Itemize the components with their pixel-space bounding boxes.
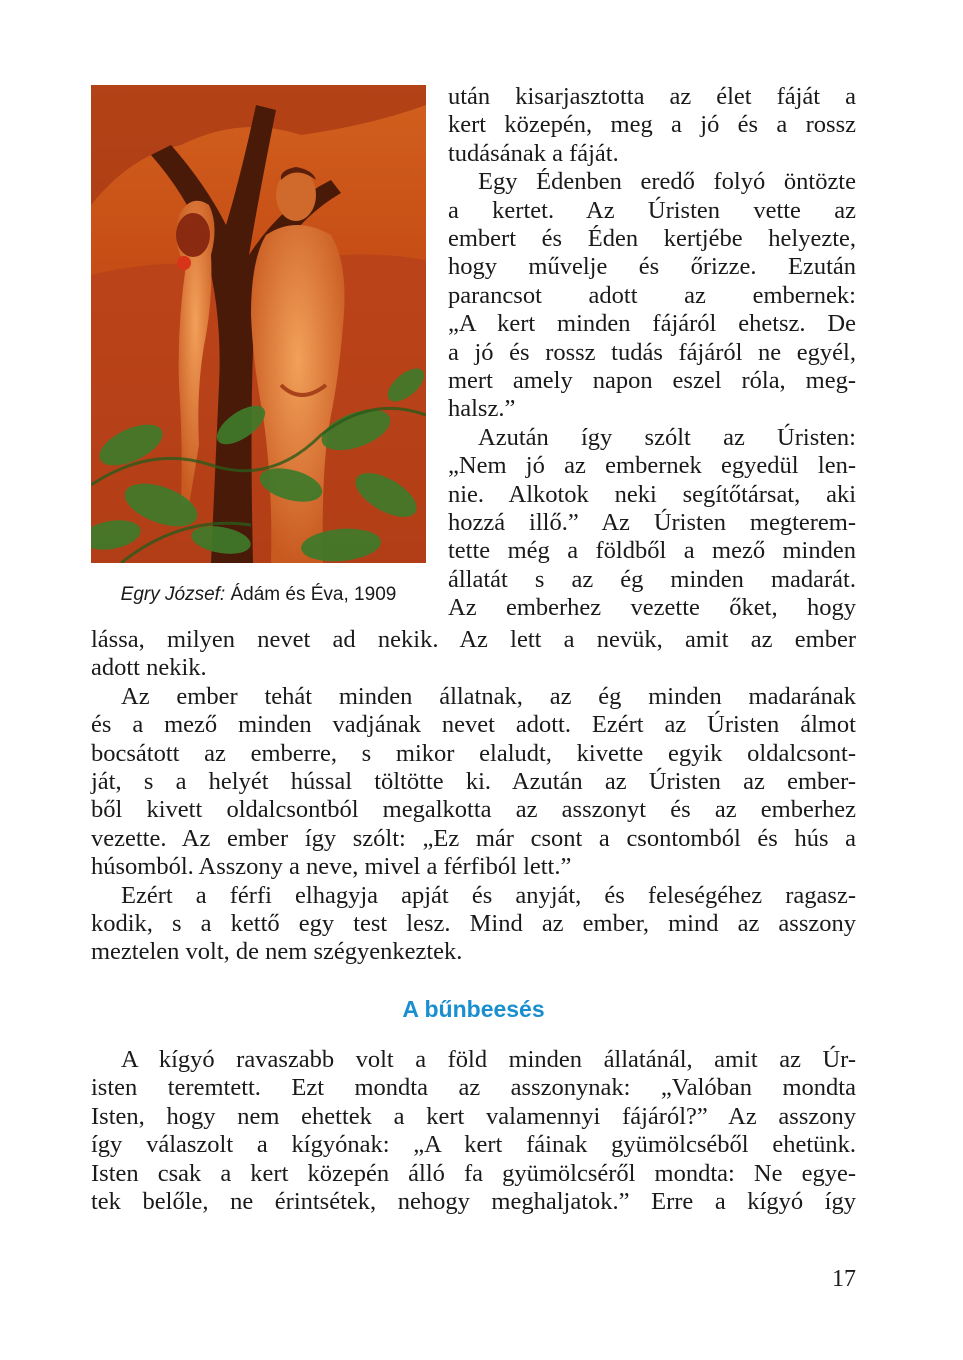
text-line: Az emberhez vezette őket, hogy bbox=[448, 594, 856, 622]
text-line: ját, s a helyét hússal töltötte ki. Azután az Úristen az ember- bbox=[91, 768, 856, 795]
text-line: a kertet. Az Úristen vette az bbox=[448, 196, 856, 224]
text-line: hozzá illő.” Az Úristen megterem- bbox=[448, 509, 856, 536]
right-column-text bbox=[448, 83, 856, 623]
painting-adam-and-eve bbox=[91, 85, 426, 563]
text-line: Isten, hogy nem ehettek a kert valamennyi fájáról?” Az asszony bbox=[91, 1102, 856, 1130]
text-line: meztelen volt, de nem szégyenkeztek. bbox=[91, 938, 463, 966]
text-line: állatát s az ég minden madarát. bbox=[448, 565, 856, 593]
text-line: kodik, s a kettő egy test lesz. Mind az ember, mind az asszony bbox=[91, 910, 856, 937]
text-line: tette még a földből a mező minden bbox=[448, 537, 856, 565]
page-number: 17 bbox=[832, 1266, 856, 1292]
painting-illustration bbox=[91, 85, 426, 563]
text-line: a jó és rossz tudás fájáról ne egyél, bbox=[448, 338, 856, 366]
caption-title: Ádám és Éva, 1909 bbox=[230, 584, 397, 605]
text-line: Isten csak a kert közepén álló fa gyümölcséről mondta: Ne egye- bbox=[91, 1159, 856, 1187]
text-line: halsz.” bbox=[448, 395, 516, 423]
text-line: adott nekik. bbox=[91, 654, 207, 682]
text-line: így válaszolt a kígyónak: „A kert fáinak gyümölcséből ehetünk. bbox=[91, 1131, 856, 1159]
text-line: „Nem jó az embernek egyedül len- bbox=[448, 452, 856, 480]
text-line: parancsot adott az embernek: bbox=[448, 281, 856, 309]
full-width-text bbox=[91, 626, 856, 966]
text-line: nie. Alkotok neki segítőtársat, aki bbox=[448, 480, 856, 508]
text-line: kert közepén, meg a jó és a rossz bbox=[448, 111, 856, 139]
text-line: embert és Éden kertjébe helyezte, bbox=[448, 225, 856, 252]
text-line: után kisarjasztotta az élet fáját a bbox=[448, 83, 856, 110]
text-line: Azután így szólt az Úristen: bbox=[478, 423, 856, 451]
section-body-text bbox=[91, 1046, 856, 1226]
text-line: „A kert minden fájáról ehetsz. De bbox=[448, 310, 856, 338]
text-line: húsomból. Asszony a neve, mivel a férfiból lett.” bbox=[91, 853, 572, 881]
section-heading: A bűnbeesés bbox=[402, 996, 545, 1022]
text-line: vezette. Az ember így szólt: „Ez már csont a csontomból és hús a bbox=[91, 824, 856, 852]
text-line: Egy Édenben eredő folyó öntözte bbox=[478, 168, 856, 196]
text-line: Az ember tehát minden állatnak, az ég minden madarának bbox=[121, 682, 856, 710]
text-line: bocsátott az emberre, s mikor elaludt, kivette egyik oldalcsont- bbox=[91, 739, 856, 767]
text-line: mert amely napon eszel róla, meg- bbox=[448, 367, 856, 394]
figure-caption bbox=[91, 584, 426, 606]
text-line: tek belőle, ne érintsétek, nehogy meghaljatok.” Erre a kígyó így bbox=[91, 1188, 856, 1215]
caption-author: Egry József: bbox=[120, 584, 226, 605]
text-line: és a mező minden vadjának nevet adott. Ezért az Úristen álmot bbox=[91, 711, 856, 739]
text-line: isten teremtett. Ezt mondta az asszonynak: „Valóban mondta bbox=[91, 1074, 856, 1102]
text-line: tudásának a fáját. bbox=[448, 139, 619, 167]
text-line: Ezért a férfi elhagyja apját és anyját, és feleségéhez ragasz- bbox=[121, 881, 856, 909]
text-line: lássa, milyen nevet ad nekik. Az lett a nevük, amit az ember bbox=[91, 626, 856, 653]
text-line: A kígyó ravaszabb volt a föld minden állatánál, amit az Úr- bbox=[121, 1046, 856, 1073]
text-line: hogy művelje és őrizze. Ezután bbox=[448, 253, 856, 281]
text-line: ből kivett oldalcsontból megalkotta az asszonyt és az emberhez bbox=[91, 796, 856, 824]
